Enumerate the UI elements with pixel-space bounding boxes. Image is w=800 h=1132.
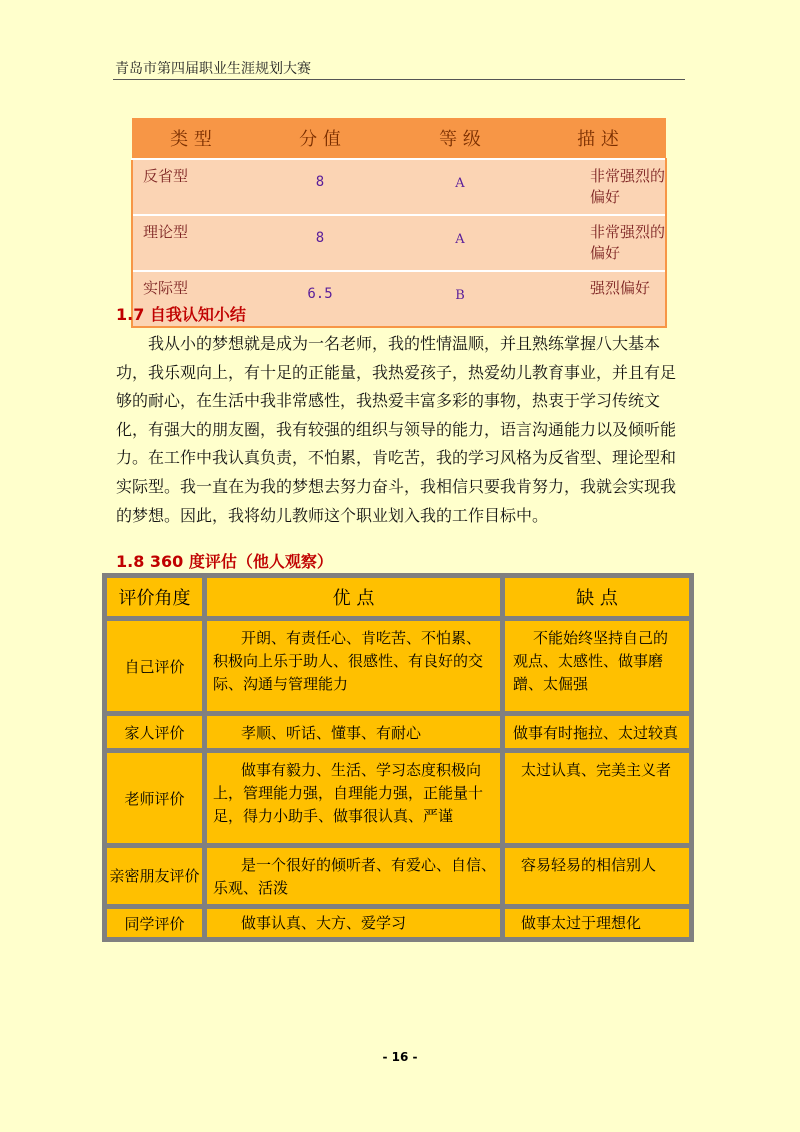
cell-value: 8 — [250, 159, 390, 215]
table-row — [107, 621, 689, 711]
cell-angle: 同学评价 — [107, 909, 202, 937]
learning-style-table — [131, 118, 667, 328]
document-header-title: 青岛市第四届职业生涯规划大赛 — [115, 61, 311, 77]
pros-rest: 积极向上乐于助人、很感性、有良好的交际、沟通与管理能力 — [213, 652, 484, 693]
cell-angle: 自己评价 — [107, 621, 202, 711]
self-cognition-paragraph: 我从小的梦想就是成为一名老师，我的性情温顺，并且熟练掌握八大基本功，我乐观向上，有十足的正能量，我热爱孩子，热爱幼儿教育事业，并且有足够的耐心，在生活中我非常感性，我热爱丰富多彩的事物，热衷于学习传统文化，有强大的朋友圈，我有较强的组织与领导的能力，语言沟通能力以及倾听能力。在工作中我认真负责，不怕累，肯吃苦，我的学习风格为反省型、理论型和实际型。我一直在为我的梦想去努力奋斗，我相信只要我肯努力，我就会实现我的梦想。因此，我将幼儿教师这个职业划入我的工作目标中。 — [116, 334, 677, 525]
table-row — [107, 753, 689, 843]
cell-type: 实际型 — [132, 271, 250, 327]
col-header-cons: 缺 点 — [505, 578, 689, 616]
col-header-pros: 优 点 — [207, 578, 500, 616]
cell-grade: A — [390, 159, 530, 215]
table-header-row — [132, 118, 666, 159]
cons-first-line: 容易轻易的相信别人 — [521, 856, 657, 874]
pros-rest: 乐观、活泼 — [213, 879, 289, 897]
evaluation-360-table — [102, 573, 694, 942]
section-heading-1-8: 1.8 360 度评估（他人观察） — [116, 552, 333, 571]
cell-angle: 老师评价 — [107, 753, 202, 843]
header-rule — [113, 79, 685, 80]
cell-desc: 非常强烈的偏好 — [530, 215, 666, 271]
page-number: - 16 - — [382, 1050, 418, 1064]
cell-cons — [505, 621, 689, 711]
cell-type: 理论型 — [132, 215, 250, 271]
col-header-angle: 评价角度 — [107, 578, 202, 616]
pros-first-line: 孝顺、听话、懂事、有耐心 — [241, 724, 422, 742]
pros-first-line: 是一个很好的倾听者、有爱心、自信、 — [241, 856, 497, 874]
table-row — [132, 159, 666, 215]
pros-first-line: 开朗、有责任心、肯吃苦、不怕累、 — [241, 629, 482, 647]
cell-pros — [207, 716, 500, 748]
section-heading-1-7: 1.7 自我认知小结 — [116, 305, 246, 324]
cell-desc: 非常强烈的偏好 — [530, 159, 666, 215]
cell-value: 8 — [250, 215, 390, 271]
table-row — [132, 215, 666, 271]
pros-rest: 上，管理能力强，自理能力强，正能量十足，得力小助手、做事很认真、严谨 — [213, 784, 484, 825]
pros-first-line: 做事认真、大方、爱学习 — [241, 914, 407, 932]
cons-first-line: 做事太过于理想化 — [521, 914, 642, 932]
col-header-value: 分 值 — [250, 118, 390, 159]
cell-grade: B — [390, 271, 530, 327]
cell-pros — [207, 621, 500, 711]
col-header-desc: 描 述 — [530, 118, 666, 159]
cell-pros — [207, 753, 500, 843]
pros-first-line: 做事有毅力、生活、学习态度积极向 — [241, 761, 482, 779]
cell-value: 6.5 — [250, 271, 390, 327]
cons-rest: 观点、太感性、做事磨蹭、太倔强 — [513, 652, 664, 693]
cell-type: 反省型 — [132, 159, 250, 215]
table-row — [107, 909, 689, 937]
table-header-row — [107, 578, 689, 616]
cell-pros — [207, 848, 500, 904]
table-row — [107, 716, 689, 748]
cell-grade: A — [390, 215, 530, 271]
cell-desc: 强烈偏好 — [530, 271, 666, 327]
cell-cons — [505, 909, 689, 937]
cell-angle: 家人评价 — [107, 716, 202, 748]
col-header-grade: 等 级 — [390, 118, 530, 159]
cell-cons: 做事有时拖拉、太过较真 — [505, 716, 689, 748]
cell-cons — [505, 848, 689, 904]
cons-first-line: 太过认真、完美主义者 — [521, 761, 672, 779]
col-header-type: 类 型 — [132, 118, 250, 159]
table-row — [107, 848, 689, 904]
cons-first-line: 不能始终坚持自己的 — [533, 629, 669, 647]
cell-pros — [207, 909, 500, 937]
cell-angle: 亲密朋友评价 — [107, 848, 202, 904]
cell-cons — [505, 753, 689, 843]
